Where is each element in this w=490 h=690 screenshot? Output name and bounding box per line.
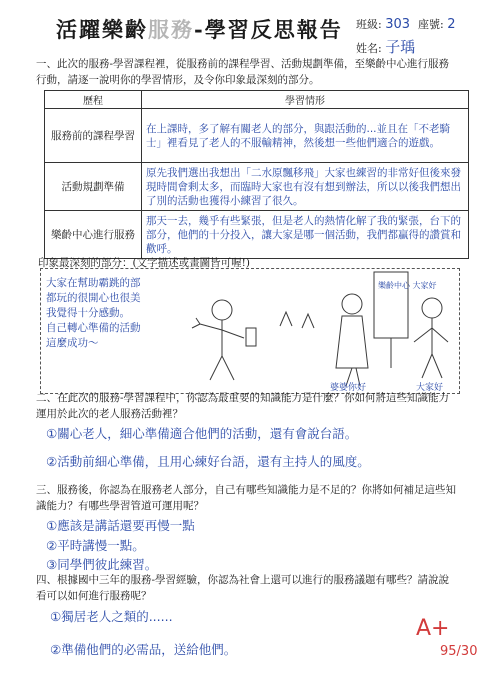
impression-line: 自己轉心準備的活動 (46, 322, 141, 334)
figure-head (422, 298, 442, 318)
table-row (45, 109, 469, 163)
col-stage-header: 歷程 (45, 91, 142, 109)
stage-answer: 那天一去，幾乎有些緊張，但是老人的熱情化解了我的緊張，台下的部分，他們的十分投入，讓大家是哪一個活動，我們都贏得的讚賞和歡呼。 (142, 211, 469, 259)
title-part-1: 活躍樂齡 (56, 17, 148, 42)
table-row (45, 163, 469, 211)
q1-prompt: 一、此次的服務-學習課程裡，從服務前的課程學習、活動規劃準備，至樂齡中心進行服務行動，請逐一說明你的學習情形，及令你印象最深刻的部分。 (36, 58, 450, 86)
score-mark: 95/30 (440, 644, 478, 659)
impression-line: 都玩的很開心也很美 (46, 292, 141, 304)
name-field (356, 36, 415, 57)
grade-mark: A+ (416, 616, 450, 641)
sign-text: 樂齡中心 大家好 (378, 281, 437, 290)
impression-drawing (40, 268, 458, 392)
caption-right: 大家好 (416, 383, 444, 392)
stage-label: 服務前的課程學習 (45, 109, 142, 163)
class-label: 班級: (356, 18, 382, 31)
q2-answer: ②活動前細心準備，且用心練好台語，還有主持人的風度。 (46, 454, 370, 469)
q1-table-header (45, 91, 469, 109)
seat-value: 2 (447, 17, 456, 32)
title-part-2-watermark: 服務 (148, 17, 194, 42)
q4-answer: ②準備他們的必需品，送給他們。 (50, 642, 237, 657)
stage-answer: 在上課時，多了解有關老人的部分，與跟活動的...並且在「不老騎士」裡看見了老人的不服輸精神，然後想一些他們適合的遊戲。 (142, 109, 469, 163)
table-row (45, 211, 469, 259)
class-field (356, 16, 410, 32)
q2-answer: ①關心老人，細心準備適合他們的活動，還有會說台語。 (46, 426, 358, 441)
report-page (6, 4, 484, 686)
title-part-3: 學習反思報告 (204, 17, 343, 42)
q2-prompt: 二、在此次的服務-學習課程中，你認為最重要的知識能力是什麼？你如何將這些知識能力運用於此次的老人服務活動裡？ (36, 392, 450, 420)
impression-label: 印象最深刻的部分：(文字描述或畫圖皆可喔!) (38, 257, 250, 269)
figure-head (212, 300, 232, 320)
seat-field (418, 16, 456, 32)
q4-answer: ①獨居老人之類的...... (50, 609, 173, 624)
stage-answer: 原先我們選出我想出「二水原飄移飛」大家也練習的非常好但後來發現時間會剩太多，而臨時大家也有沒有想到辦法，所以以後我們想出了別的活動也獲得小練習了很久。 (142, 163, 469, 211)
figure-head (342, 294, 362, 314)
caption-left: 婆婆你好 (330, 383, 367, 392)
stage-label: 活動規劃準備 (45, 163, 142, 211)
q3-answer: ①應該是講話還要再慢一點 (46, 518, 195, 533)
q3-answer: ③同學們彼此練習。 (46, 557, 158, 572)
q3-prompt: 三、服務後，你認為在服務老人部分，自己有哪些知識能力是不足的？你將如何補足這些知識能力？有哪些學習管道可運用呢？ (36, 484, 456, 512)
class-value: 303 (385, 17, 411, 32)
q4-prompt: 四、根據國中三年的服務-學習經驗，你認為社會上還可以進行的服務議題有哪些？請說說看可以如何進行服務呢？ (36, 574, 450, 602)
report-title: 活躍樂齡服務-學習反思報告 (56, 17, 343, 42)
name-label: 姓名: (356, 42, 382, 55)
col-status-header: 學習情形 (142, 91, 469, 109)
q3-answer: ②平時講慢一點。 (46, 538, 145, 553)
q1-table (44, 90, 469, 259)
impression-line: 大家在幫助霸跳的部 (46, 277, 141, 289)
stage-label: 樂齡中心進行服務 (45, 211, 142, 259)
impression-line: 這麼成功～ (46, 337, 99, 349)
seat-label: 座號: (418, 18, 444, 31)
name-value: 子瑀 (385, 38, 416, 56)
impression-line: 我覺得十分感動。 (46, 307, 130, 319)
